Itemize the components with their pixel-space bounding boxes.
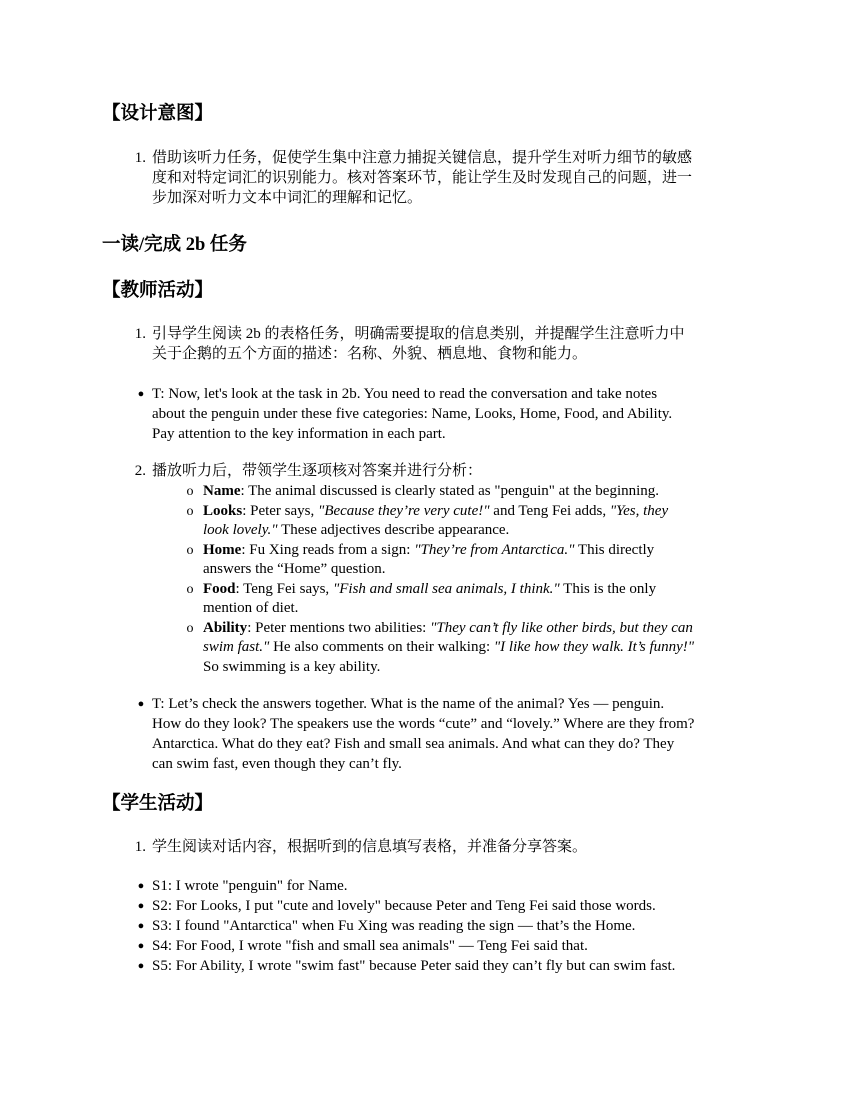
quote-span: "They’re from Antarctica." bbox=[414, 541, 575, 558]
text-line: 播放听力后，带领学生逐项核对答案并进行分析： bbox=[152, 463, 483, 479]
text-span: He also comments on their walking: bbox=[269, 639, 494, 655]
bullet-marker: ● bbox=[137, 960, 145, 972]
text-line: How do they look? The speakers use the words “cute” and “lovely.” Where are they from? bbox=[152, 716, 695, 732]
text-line: can swim fast, even though they can’t fly. bbox=[152, 756, 402, 772]
label-name: Name bbox=[203, 483, 241, 499]
student-answer-4 bbox=[152, 936, 588, 956]
text-line: 度和对特定词汇的识别能力。核对答案环节，能让学生及时发现自己的问题，进一 bbox=[152, 170, 693, 186]
sub-bullet-marker: o bbox=[186, 503, 194, 519]
quote-span: "Yes, they bbox=[609, 502, 669, 519]
design-intent-item-1 bbox=[152, 148, 692, 208]
label-home: Home bbox=[203, 541, 242, 558]
sub-bullet-marker: o bbox=[186, 620, 194, 636]
text-line: Pay attention to the key information in each part. bbox=[152, 426, 446, 442]
quote-span: "Because they’re very cute!" bbox=[318, 502, 490, 519]
text-line: about the penguin under these five categories: Name, Looks, Home, Food, and Ability. bbox=[152, 406, 673, 422]
text-span: : Peter mentions two abilities: bbox=[247, 619, 431, 636]
list-number: 1. bbox=[134, 839, 146, 855]
text-line: 引导学生阅读 2b 的表格任务，明确需要提取的信息类别，并提醒学生注意听力中 bbox=[152, 326, 685, 342]
teacher-bullet-1 bbox=[152, 384, 672, 444]
list-number: 2. bbox=[134, 463, 146, 479]
text-span: : Peter says, bbox=[242, 502, 319, 519]
teacher-bullet-2 bbox=[152, 694, 694, 774]
text-line: T: Now, let's look at the task in 2b. You need to read the conversation and take notes bbox=[152, 386, 658, 402]
quote-span: "Fish and small sea animals, I think." bbox=[332, 580, 560, 597]
sub-item-ability bbox=[203, 619, 694, 678]
text-line: answers the “Home” question. bbox=[203, 561, 386, 577]
text-span: These adjectives describe appearance. bbox=[277, 522, 510, 538]
text-line: 关于企鹅的五个方面的描述：名称、外貌、栖息地、食物和能力。 bbox=[152, 346, 588, 362]
label-looks: Looks bbox=[203, 502, 243, 519]
text-line: 学生阅读对话内容，根据听到的信息填写表格，并准备分享答案。 bbox=[152, 839, 588, 855]
teacher-item-2 bbox=[152, 461, 482, 481]
sub-bullet-marker: o bbox=[186, 542, 194, 558]
teacher-item-1 bbox=[152, 324, 685, 364]
student-answer-5 bbox=[152, 956, 675, 976]
text-span: : The animal discussed is clearly stated as "penguin" at the beginning. bbox=[240, 483, 660, 499]
quote-span: "They can’t fly like other birds, but they can bbox=[430, 619, 693, 636]
label-ability: Ability bbox=[203, 619, 248, 636]
label-food: Food bbox=[203, 580, 236, 597]
quote-span: "I like how they walk. It’s funny!" bbox=[493, 639, 695, 655]
text-line: Antarctica. What do they eat? Fish and small sea animals. And what can they do? They bbox=[152, 736, 675, 752]
sub-item-name bbox=[203, 482, 659, 502]
student-activity-heading: 【学生活动】 bbox=[102, 794, 214, 814]
sub-bullet-marker: o bbox=[186, 484, 194, 499]
text-span: : Teng Fei says, bbox=[235, 580, 333, 597]
text-line: T: Let’s check the answers together. What is the name of the animal? Yes — penguin. bbox=[152, 696, 665, 712]
student-answer-1 bbox=[152, 876, 348, 896]
text-line: 借助该听力任务，促使学生集中注意力捕捉关键信息，提升学生对听力细节的敏感 bbox=[152, 150, 693, 166]
quote-span: look lovely." bbox=[203, 522, 278, 538]
text-line: S4: For Food, I wrote "fish and small sea animals" — Teng Fei said that. bbox=[152, 938, 588, 954]
bullet-marker: ● bbox=[137, 920, 145, 932]
text-span: This is the only bbox=[559, 580, 657, 597]
text-line: S1: I wrote "penguin" for Name. bbox=[152, 878, 348, 894]
text-span: and Teng Fei adds, bbox=[489, 502, 610, 519]
text-line: 步加深对听力文本中词汇的理解和记忆。 bbox=[152, 190, 423, 206]
design-intent-heading: 【设计意图】 bbox=[102, 104, 214, 124]
text-line: S5: For Ability, I wrote "swim fast" because Peter said they can’t fly but can swim fast. bbox=[152, 958, 676, 974]
text-line: mention of diet. bbox=[203, 600, 299, 616]
student-item-1 bbox=[152, 837, 587, 857]
bullet-marker: ● bbox=[137, 388, 145, 400]
sub-item-food bbox=[203, 580, 656, 619]
student-answer-2 bbox=[152, 896, 656, 916]
sub-bullet-marker: o bbox=[186, 581, 194, 597]
sub-item-home bbox=[203, 541, 654, 580]
student-answer-3 bbox=[152, 916, 635, 936]
list-number: 1. bbox=[134, 326, 146, 342]
section-title: 一读/完成 2b 任务 bbox=[102, 235, 247, 255]
text-line: S2: For Looks, I put "cute and lovely" because Peter and Teng Fei said those words. bbox=[152, 898, 656, 914]
text-line: So swimming is a key ability. bbox=[203, 658, 381, 675]
bullet-marker: ● bbox=[137, 880, 145, 892]
text-line: S3: I found "Antarctica" when Fu Xing was reading the sign — that’s the Home. bbox=[152, 918, 636, 934]
sub-item-looks bbox=[203, 502, 668, 541]
bullet-marker: ● bbox=[137, 698, 145, 710]
bullet-marker: ● bbox=[137, 940, 145, 952]
text-span: : Fu Xing reads from a sign: bbox=[241, 541, 415, 558]
text-span: This directly bbox=[574, 541, 655, 558]
teacher-activity-heading: 【教师活动】 bbox=[102, 281, 214, 301]
list-number: 1. bbox=[134, 150, 146, 166]
quote-span: swim fast." bbox=[203, 639, 270, 655]
bullet-marker: ● bbox=[137, 900, 145, 912]
